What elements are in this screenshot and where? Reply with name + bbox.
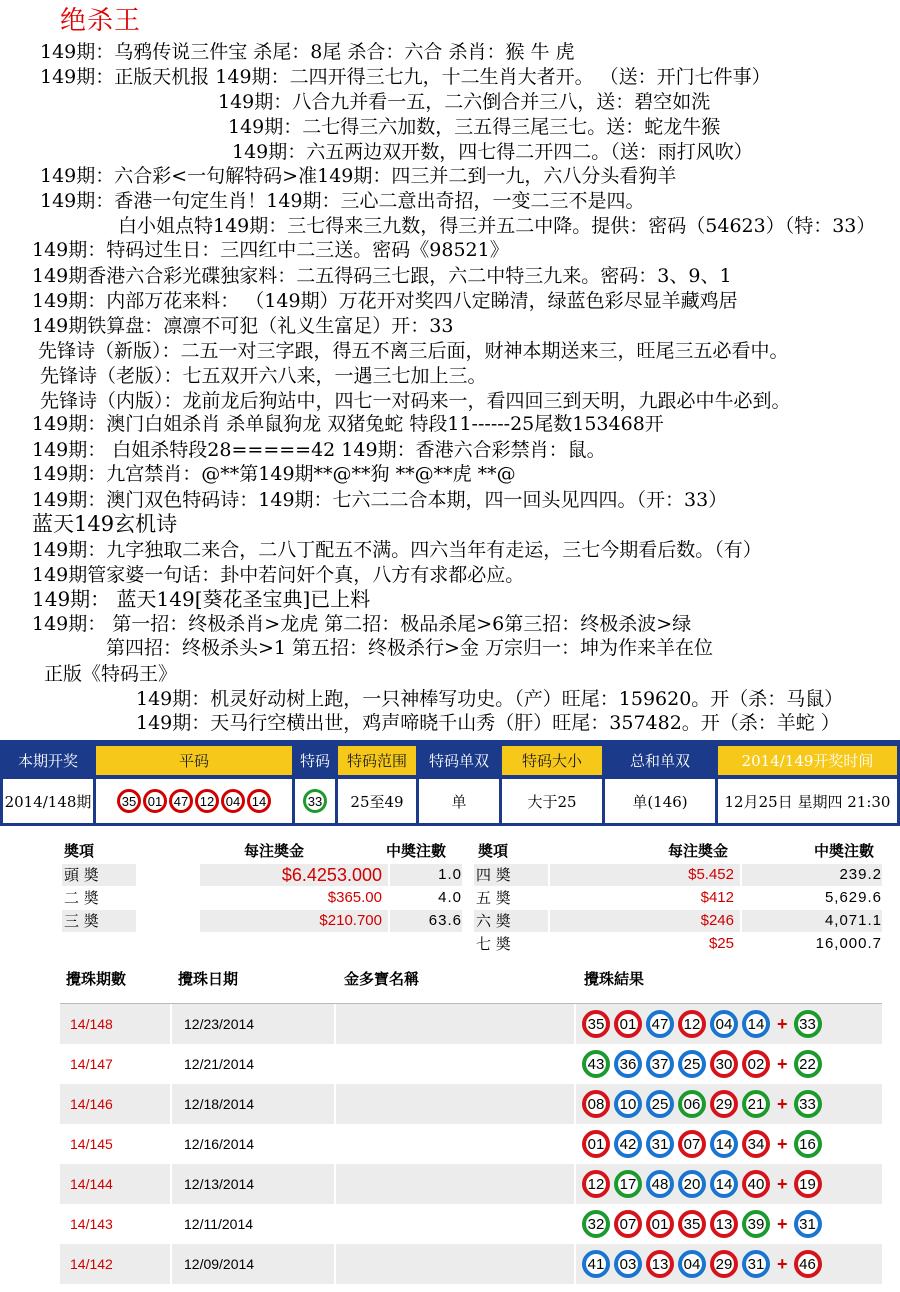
- draw-issue: 2014/148期: [3, 779, 93, 823]
- sum-odd-even: 单(146): [605, 779, 715, 823]
- number-ball: 04: [678, 1250, 706, 1278]
- number-ball: 47: [646, 1010, 674, 1038]
- draw-date-cell: 12/21/2014: [184, 1056, 255, 1072]
- prize-row: [474, 864, 884, 886]
- text-line: 149期：澳门双色特码诗：149期：七六二二合本期，四一回头见四四。（开：33）: [32, 489, 728, 511]
- number-ball: 37: [646, 1050, 674, 1078]
- prize-name: 二 奬: [64, 889, 99, 907]
- text-line: 白小姐点特149期：三七得来三九数，得三并五二中降。提供：密码（54623）（特：33）: [118, 215, 876, 237]
- prize-name: 四 奬: [474, 864, 548, 886]
- prize-name: 三 奬: [62, 910, 136, 932]
- table-row: [60, 1164, 882, 1204]
- prize-name: 六 奬: [474, 910, 548, 932]
- text-line: 蓝天149玄机诗: [32, 512, 178, 536]
- special-ball: 33: [794, 1090, 822, 1118]
- number-ball: 07: [614, 1210, 642, 1238]
- history-issue-header: 攪珠期數: [66, 970, 127, 988]
- draw-date-cell: 12/16/2014: [184, 1136, 255, 1152]
- header-special-odd-even: 特码单双: [419, 746, 499, 775]
- draw-result-cell: [576, 1204, 882, 1244]
- draw-issue-cell: 14/142: [60, 1244, 170, 1284]
- draw-info-header: [3, 746, 897, 775]
- special-ball: 22: [794, 1050, 822, 1078]
- history-date-header: 攪珠日期: [178, 970, 239, 988]
- text-line: 149期：乌鸦传说三件宝 杀尾：8尾 杀合：六合 杀肖：猴 牛 虎: [40, 41, 575, 63]
- jackpot-name-cell: [336, 1244, 574, 1284]
- prize-name: 頭 奬: [62, 864, 136, 886]
- prize-count: 63.6: [390, 910, 462, 932]
- plus-sign: +: [777, 1093, 788, 1114]
- prize-amount-header: 每注奬金: [244, 842, 305, 860]
- jackpot-name-cell: [336, 1164, 574, 1204]
- number-ball: 01: [646, 1210, 674, 1238]
- draw-result-cell: [576, 1244, 882, 1284]
- number-ball: 29: [710, 1250, 738, 1278]
- text-line: 149期： 第一招：终极杀肖>龙虎 第二招：极品杀尾>6第三招：终极杀波>绿: [32, 613, 692, 635]
- text-line: 149期：内部万花来料： （149期）万花开对奖四八定睇清，绿蓝色彩尽显羊藏鸡居: [32, 290, 738, 312]
- text-line: 149期： 白姐杀特段28=====42 149期：香港六合彩禁肖：鼠。: [32, 439, 606, 461]
- text-line: 正版《特码王》: [44, 663, 178, 685]
- special-ball: 16: [794, 1130, 822, 1158]
- special-ball: 31: [794, 1210, 822, 1238]
- text-line: 149期：六合彩<一句解特码>准149期：四三并二到一九，六八分头看狗羊: [40, 165, 677, 187]
- table-row: [60, 1004, 882, 1044]
- number-ball: 06: [678, 1090, 706, 1118]
- text-line: 149期：香港一句定生肖！149期：三心二意出奇招，一变二三不是四。: [40, 190, 645, 212]
- plus-sign: +: [777, 1013, 788, 1034]
- number-ball: 41: [582, 1250, 610, 1278]
- special-ball-cell: [295, 779, 335, 823]
- header-special-number: 特码: [295, 746, 335, 775]
- prize-row: [474, 933, 884, 955]
- header-sum-odd-even: 总和单双: [605, 746, 715, 775]
- prize-amount: $210.700: [200, 910, 388, 932]
- number-ball: 31: [742, 1250, 770, 1278]
- text-line: 149期香港六合彩光碟独家料：二五得码三七跟，六二中特三九来。密码：3、9、1: [32, 265, 732, 287]
- header-next-draw-time: 2014/149开奖时间: [718, 746, 897, 775]
- jackpot-name-cell: [336, 1204, 574, 1244]
- draw-result-cell: [576, 1124, 882, 1164]
- number-ball: 35: [582, 1010, 610, 1038]
- number-ball: 04: [710, 1010, 738, 1038]
- next-draw-time: 12月25日 星期四 21:30: [718, 779, 897, 823]
- text-line: 第四招：终极杀头>1 第五招：终极杀行>金 万宗归一：坤为作来羊在位: [106, 637, 714, 659]
- number-ball: 32: [582, 1210, 610, 1238]
- draw-issue-cell: 14/143: [70, 1216, 113, 1232]
- table-row: [60, 1204, 882, 1244]
- number-ball: 14: [742, 1010, 770, 1038]
- number-ball: 10: [614, 1090, 642, 1118]
- number-ball: 36: [614, 1050, 642, 1078]
- prize-name-header: 奬項: [64, 842, 95, 860]
- number-ball: 12: [582, 1170, 610, 1198]
- number-ball: 43: [582, 1050, 610, 1078]
- prize-row: [62, 910, 462, 932]
- plus-sign: +: [777, 1213, 788, 1234]
- text-line: 149期：天马行空横出世，鸡声啼晓千山秀（肝）旺尾：357482。开（杀：羊蛇 ）: [136, 712, 840, 734]
- text-line: 149期：六五两边双开数，四七得二开四二。（送：雨打风吹）: [232, 141, 753, 163]
- normal-ball: 04: [221, 789, 245, 813]
- jackpot-name-cell: [336, 1084, 574, 1124]
- text-line: 149期：九宫禁肖：@**第149期**@**狗 **@**虎 **@: [32, 463, 516, 485]
- draw-date-cell: 12/09/2014: [172, 1244, 334, 1284]
- number-ball: 12: [678, 1010, 706, 1038]
- number-ball: 20: [678, 1170, 706, 1198]
- number-ball: 02: [742, 1050, 770, 1078]
- normal-ball: 35: [117, 789, 141, 813]
- text-line: 149期：二七得三六加数，三五得三尾三七。送：蛇龙牛猴: [228, 116, 721, 138]
- normal-balls: [96, 779, 292, 823]
- text-line: 149期：澳门白姐杀肖 杀单鼠狗龙 双猪兔蛇 特段11------25尾数153468开: [32, 413, 664, 435]
- prize-amount: $365.00: [327, 889, 382, 906]
- number-ball: 01: [582, 1130, 610, 1158]
- page-title: 绝杀王: [60, 6, 142, 36]
- number-ball: 31: [646, 1130, 674, 1158]
- text-line: 149期铁算盘：凛凛不可犯（礼义生富足）开：33: [32, 315, 454, 337]
- number-ball: 25: [646, 1090, 674, 1118]
- table-row: [60, 1044, 882, 1084]
- special-ball: 33: [794, 1010, 822, 1038]
- special-big-small: 大于25: [502, 779, 602, 823]
- draw-date-cell: 12/13/2014: [172, 1164, 334, 1204]
- plus-sign: +: [777, 1173, 788, 1194]
- draw-issue-cell: 14/145: [70, 1136, 113, 1152]
- number-ball: 42: [614, 1130, 642, 1158]
- special-odd-even: 单: [419, 779, 499, 823]
- normal-ball: 14: [247, 789, 271, 813]
- special-ball: 19: [794, 1170, 822, 1198]
- number-ball: 30: [710, 1050, 738, 1078]
- text-line: 先锋诗（新版）：二五一对三字跟，得五不离三后面，财神本期送来三，旺尾三五必看中。: [38, 340, 789, 362]
- text-line: 149期：机灵好动树上跑，一只神棒写功史。（产）旺尾：159620。开（杀：马鼠）: [136, 688, 844, 710]
- draw-date-cell: 12/11/2014: [184, 1216, 254, 1232]
- prize-row: [474, 887, 884, 909]
- special-ball: 33: [303, 789, 327, 813]
- number-ball: 40: [742, 1170, 770, 1198]
- text-line: 149期： 蓝天149[葵花圣宝典]已上料: [32, 587, 371, 611]
- number-ball: 34: [742, 1130, 770, 1158]
- prize-amount: $412: [700, 889, 734, 906]
- number-ball: 39: [742, 1210, 770, 1238]
- history-name-header: 金多寶名稱: [344, 970, 420, 988]
- prize-count: 4,071.1: [742, 910, 882, 932]
- draw-info-table: [0, 740, 900, 826]
- draw-issue-cell: 14/148: [60, 1004, 170, 1044]
- table-row: [60, 1124, 882, 1164]
- number-ball: 01: [614, 1010, 642, 1038]
- number-ball: 17: [614, 1170, 642, 1198]
- header-normal-numbers: 平码: [96, 746, 292, 775]
- normal-ball: 01: [143, 789, 167, 813]
- text-line: 149期：八合九并看一五，二六倒合并三八，送：碧空如洗: [218, 91, 711, 113]
- prize-amount: $5.452: [550, 864, 740, 886]
- number-ball: 29: [710, 1090, 738, 1118]
- draw-date-cell: 12/18/2014: [172, 1084, 334, 1124]
- prize-count: 4.0: [438, 889, 462, 906]
- normal-ball: 12: [195, 789, 219, 813]
- prize-count-header: 中奬注數: [386, 842, 447, 860]
- draw-date-cell: 12/23/2014: [172, 1004, 334, 1044]
- draw-info-values: [3, 779, 897, 823]
- plus-sign: +: [777, 1053, 788, 1074]
- prize-count: 5,629.6: [824, 889, 882, 906]
- number-ball: 14: [710, 1130, 738, 1158]
- table-row: [60, 1244, 882, 1284]
- number-ball: 21: [742, 1090, 770, 1118]
- text-line: 先锋诗（内版）：龙前龙后狗站中，四七一对码来一，看四回三到天明，九跟必中牛必到。: [40, 390, 791, 412]
- draw-issue-cell: 14/146: [60, 1084, 170, 1124]
- header-special-big-small: 特码大小: [502, 746, 602, 775]
- number-ball: 07: [678, 1130, 706, 1158]
- normal-ball: 47: [169, 789, 193, 813]
- plus-sign: +: [777, 1253, 788, 1274]
- number-ball: 35: [678, 1210, 706, 1238]
- header-current-draw: 本期开奖: [3, 746, 93, 775]
- draw-result-cell: [576, 1044, 882, 1084]
- draw-result-cell: [576, 1084, 882, 1124]
- text-line: 先锋诗（老版）：七五双开六八来，一遇三七加上三。: [40, 365, 487, 387]
- prize-count-header: 中奬注數: [814, 842, 875, 860]
- number-ball: 25: [678, 1050, 706, 1078]
- header-special-range: 特码范围: [338, 746, 416, 775]
- prize-count: 16,000.7: [815, 935, 882, 952]
- text-line: 149期管家婆一句话：卦中若问奸个真，八方有求都必应。: [32, 564, 525, 586]
- prize-name: 五 奬: [476, 889, 511, 907]
- plus-sign: +: [777, 1133, 788, 1154]
- draw-issue-cell: 14/147: [70, 1056, 113, 1072]
- table-row: [60, 1084, 882, 1124]
- number-ball: 03: [614, 1250, 642, 1278]
- prize-amount: $246: [550, 910, 740, 932]
- prize-amount: $25: [708, 935, 734, 952]
- special-range: 25至49: [338, 779, 416, 823]
- text-line: 149期：正版天机报 149期：二四开得三七九，十二生肖大者开。 （送：开门七件事）: [40, 66, 771, 88]
- prize-count: 239.2: [742, 864, 882, 886]
- jackpot-name-cell: [336, 1124, 574, 1164]
- history-result-header: 攪珠結果: [584, 970, 645, 988]
- number-ball: 13: [646, 1250, 674, 1278]
- jackpot-name-cell: [336, 1044, 574, 1084]
- draw-issue-cell: 14/144: [60, 1164, 170, 1204]
- prize-row: [474, 910, 884, 932]
- text-line: 149期：九字独取二来合，二八丁配五不满。四六当年有走运，三七今期看后数。（有）: [32, 539, 762, 561]
- number-ball: 14: [710, 1170, 738, 1198]
- number-ball: 08: [582, 1090, 610, 1118]
- draw-result-cell: [576, 1004, 882, 1044]
- prize-name-header: 奬項: [478, 842, 509, 860]
- prize-row: [62, 887, 462, 909]
- prize-count: 1.0: [390, 864, 462, 886]
- special-ball: 46: [794, 1250, 822, 1278]
- number-ball: 13: [710, 1210, 738, 1238]
- jackpot-name-cell: [336, 1004, 574, 1044]
- text-line: 149期：特码过生日：三四红中二三送。密码《98521》: [32, 239, 509, 261]
- prize-name: 七 奬: [476, 935, 511, 953]
- prize-amount-header: 每注奬金: [668, 842, 729, 860]
- prize-amount: $6.4253.000: [200, 864, 388, 886]
- prize-row: [62, 864, 462, 886]
- number-ball: 48: [646, 1170, 674, 1198]
- draw-result-cell: [576, 1164, 882, 1204]
